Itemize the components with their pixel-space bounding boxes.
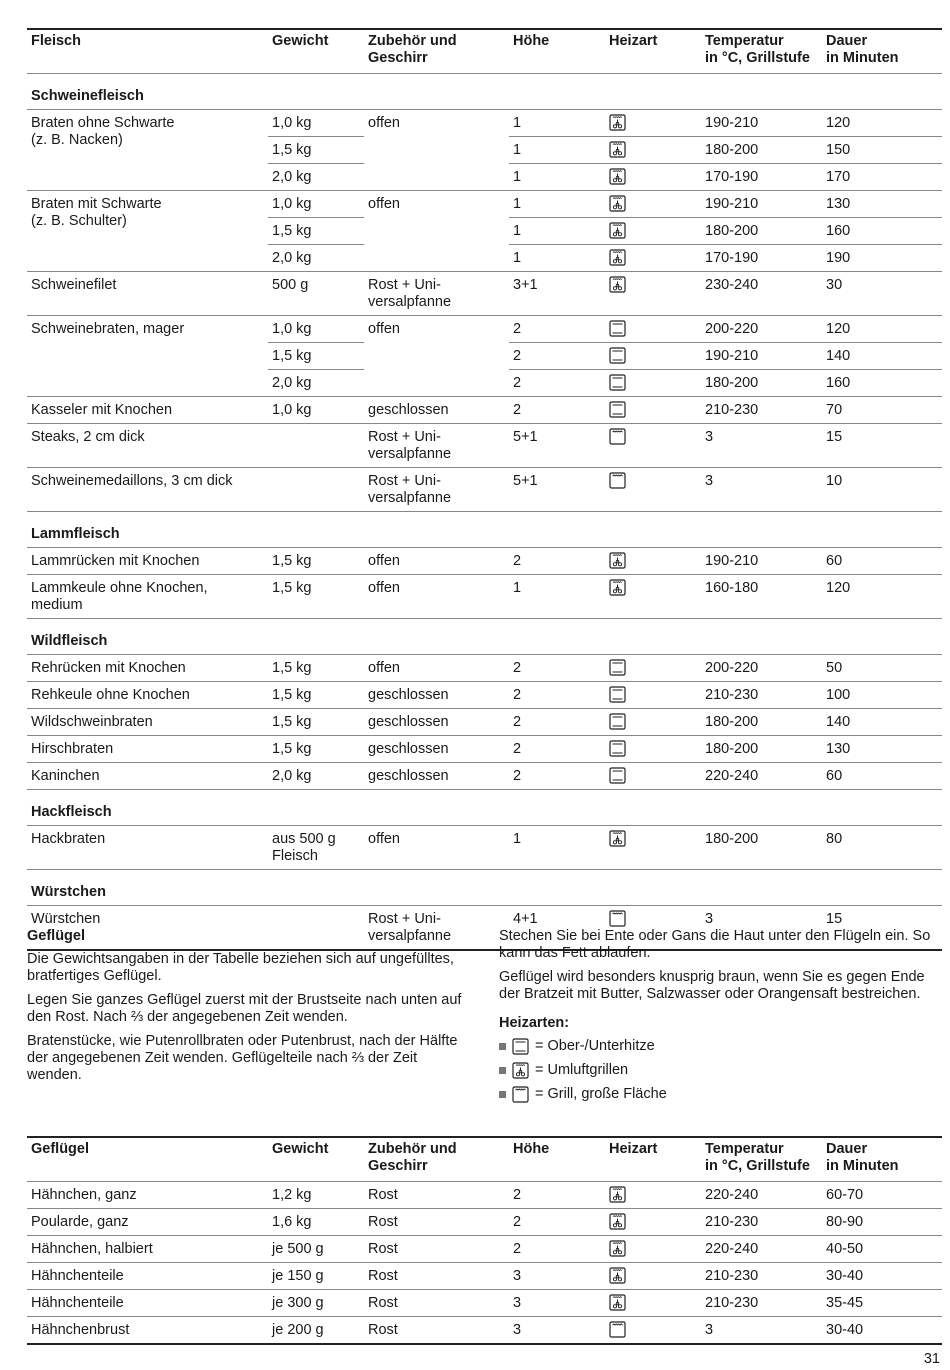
ober-unterhitze-icon	[609, 659, 626, 675]
duration: 170	[822, 164, 942, 191]
shelf-level: 4+1	[509, 906, 605, 951]
weight: aus 500 g Fleisch	[268, 826, 364, 870]
accessory: offen	[364, 316, 509, 397]
shelf-level: 2	[509, 316, 605, 343]
heating-mode	[605, 164, 701, 191]
accessory: Rost + Uni- versalpfanne	[364, 468, 509, 512]
section-title: Lammfleisch	[27, 512, 942, 548]
column-header: Temperatur in °C, Grillstufe	[701, 1137, 822, 1182]
heating-mode	[605, 370, 701, 397]
shelf-level: 1	[509, 245, 605, 272]
column-header: Gewicht	[268, 29, 364, 74]
heating-mode	[605, 709, 701, 736]
umluftgrillen-icon	[512, 1062, 535, 1079]
dish-name: Poularde, ganz	[27, 1209, 268, 1236]
temperature: 210-230	[701, 397, 822, 424]
accessory: geschlossen	[364, 763, 509, 790]
shelf-level: 2	[509, 1236, 605, 1263]
grill-grosse-flaeche-icon	[512, 1086, 535, 1103]
temperature: 180-200	[701, 218, 822, 245]
duration: 190	[822, 245, 942, 272]
temperature: 220-240	[701, 1182, 822, 1209]
temperature: 220-240	[701, 1236, 822, 1263]
legend-label: = Ober-/Unterhitze	[535, 1038, 655, 1054]
umluftgrillen-icon	[609, 579, 626, 595]
shelf-level: 2	[509, 370, 605, 397]
heating-mode	[605, 245, 701, 272]
dish-name: Schweinefilet	[27, 272, 268, 316]
accessory: Rost	[364, 1290, 509, 1317]
umluftgrillen-icon	[609, 276, 626, 292]
ober-unterhitze-icon	[609, 320, 626, 336]
duration: 120	[822, 575, 942, 619]
temperature: 200-220	[701, 316, 822, 343]
shelf-level: 2	[509, 397, 605, 424]
accessory: offen	[364, 575, 509, 619]
table-row	[27, 575, 942, 619]
temperature: 180-200	[701, 736, 822, 763]
dish-name: Hähnchenteile	[27, 1290, 268, 1317]
temperature: 3	[701, 1317, 822, 1345]
duration: 35-45	[822, 1290, 942, 1317]
shelf-level: 1	[509, 191, 605, 218]
heating-mode	[605, 655, 701, 682]
shelf-level: 1	[509, 575, 605, 619]
umluftgrillen-icon	[609, 552, 626, 568]
accessory: geschlossen	[364, 709, 509, 736]
heating-legend	[499, 1038, 944, 1103]
shelf-level: 2	[509, 1209, 605, 1236]
temperature: 170-190	[701, 164, 822, 191]
heating-mode	[605, 1317, 701, 1345]
weight: 500 g	[268, 272, 364, 316]
duration: 40-50	[822, 1236, 942, 1263]
dish-name: Hähnchenteile	[27, 1263, 268, 1290]
table-row	[27, 1236, 942, 1263]
ober-unterhitze-icon	[609, 374, 626, 390]
heating-mode	[605, 316, 701, 343]
bullet-icon	[499, 1091, 506, 1098]
accessory: offen	[364, 548, 509, 575]
accessory: geschlossen	[364, 397, 509, 424]
dish-name: Rehrücken mit Knochen	[27, 655, 268, 682]
dish-name: Hähnchenbrust	[27, 1317, 268, 1345]
table-row	[27, 468, 942, 512]
accessory: Rost	[364, 1236, 509, 1263]
accessory: Rost + Uni- versalpfanne	[364, 424, 509, 468]
column-header: Dauer in Minuten	[822, 1137, 942, 1182]
column-header: Heizart	[605, 29, 701, 74]
temperature: 160-180	[701, 575, 822, 619]
duration: 60	[822, 548, 942, 575]
weight: 1,5 kg	[268, 137, 364, 164]
note: Die Gewichtsangaben in der Tabelle beziehen sich auf ungefülltes, bratfertiges Geflügel.	[27, 951, 454, 984]
dish-name: Kasseler mit Knochen	[27, 397, 268, 424]
table-row	[27, 826, 942, 870]
ober-unterhitze-icon	[609, 740, 626, 756]
accessory: Rost	[364, 1209, 509, 1236]
temperature: 210-230	[701, 682, 822, 709]
shelf-level: 5+1	[509, 424, 605, 468]
table-row	[27, 736, 942, 763]
heating-mode	[605, 575, 701, 619]
ober-unterhitze-icon	[609, 713, 626, 729]
weight: 2,0 kg	[268, 245, 364, 272]
table-row	[27, 1290, 942, 1317]
weight: 1,5 kg	[268, 709, 364, 736]
heating-mode	[605, 736, 701, 763]
umluftgrillen-icon	[609, 222, 626, 238]
accessory: offen	[364, 110, 509, 191]
weight: 2,0 kg	[268, 370, 364, 397]
weight: 1,5 kg	[268, 682, 364, 709]
poultry-heading: Geflügel	[27, 928, 86, 944]
temperature: 210-230	[701, 1209, 822, 1236]
accessory: Rost + Uni- versalpfanne	[364, 272, 509, 316]
duration: 50	[822, 655, 942, 682]
accessory: geschlossen	[364, 736, 509, 763]
shelf-level: 2	[509, 548, 605, 575]
temperature: 190-210	[701, 343, 822, 370]
duration: 15	[822, 424, 942, 468]
heating-mode	[605, 137, 701, 164]
weight: 1,5 kg	[268, 218, 364, 245]
accessory: Rost	[364, 1317, 509, 1345]
column-header: Höhe	[509, 1137, 605, 1182]
poultry-roasting-table	[27, 1136, 942, 1345]
shelf-level: 3	[509, 1263, 605, 1290]
note: Bratenstücke, wie Putenrollbraten oder Putenbrust, nach der Hälfte der angegebenen Zeit wenden. Geflügelteile nach ⅔ der Zeit wenden.	[27, 1033, 458, 1083]
column-header: Geflügel	[27, 1137, 268, 1182]
shelf-level: 1	[509, 137, 605, 164]
temperature: 180-200	[701, 709, 822, 736]
umluftgrillen-icon	[609, 1213, 626, 1229]
umluftgrillen-icon	[609, 141, 626, 157]
section-row	[27, 790, 942, 826]
weight: 1,0 kg	[268, 110, 364, 137]
legend-label: = Grill, große Fläche	[535, 1086, 667, 1102]
table-row	[27, 548, 942, 575]
note: Geflügel wird besonders knusprig braun, wenn Sie es gegen Ende der Bratzeit mit Butter, Salzwasser oder Orangensaft bestreichen.	[499, 969, 925, 1002]
heating-mode	[605, 191, 701, 218]
table-row	[27, 424, 942, 468]
column-header: Heizart	[605, 1137, 701, 1182]
dish-name: Schweinemedaillons, 3 cm dick	[27, 468, 268, 512]
section-title: Wildfleisch	[27, 619, 942, 655]
bullet-icon	[499, 1043, 506, 1050]
legend-label: = Umluftgrillen	[535, 1062, 629, 1078]
shelf-level: 1	[509, 164, 605, 191]
duration: 15	[822, 906, 942, 951]
umluftgrillen-icon	[609, 1267, 626, 1283]
table-row	[27, 1317, 942, 1345]
duration: 60-70	[822, 1182, 942, 1209]
duration: 160	[822, 218, 942, 245]
dish-name: Steaks, 2 cm dick	[27, 424, 268, 468]
duration: 80-90	[822, 1209, 942, 1236]
table-row	[27, 397, 942, 424]
accessory: offen	[364, 191, 509, 272]
temperature: 230-240	[701, 272, 822, 316]
heating-mode	[605, 548, 701, 575]
page-number: 31	[923, 1351, 940, 1367]
table-row	[27, 682, 942, 709]
weight	[268, 468, 364, 512]
table-row	[27, 1263, 942, 1290]
heizarten-heading: Heizarten:	[499, 1015, 570, 1031]
grill-grosse-flaeche-icon	[609, 428, 626, 444]
table-row	[27, 1182, 942, 1209]
weight: 2,0 kg	[268, 164, 364, 191]
weight: 1,6 kg	[268, 1209, 364, 1236]
temperature: 180-200	[701, 137, 822, 164]
heating-mode	[605, 424, 701, 468]
temperature: 3	[701, 468, 822, 512]
bullet-icon	[499, 1067, 506, 1074]
accessory: offen	[364, 826, 509, 870]
dish-name: Kaninchen	[27, 763, 268, 790]
table-row	[27, 316, 942, 343]
shelf-level: 2	[509, 343, 605, 370]
heating-mode	[605, 468, 701, 512]
heating-mode	[605, 343, 701, 370]
column-header: Dauer in Minuten	[822, 29, 942, 74]
heating-mode	[605, 826, 701, 870]
temperature: 200-220	[701, 655, 822, 682]
duration: 30	[822, 272, 942, 316]
weight: 1,5 kg	[268, 736, 364, 763]
duration: 120	[822, 110, 942, 137]
dish-name: Schweinebraten, mager	[27, 316, 268, 397]
shelf-level: 1	[509, 110, 605, 137]
dish-name: Hähnchen, halbiert	[27, 1236, 268, 1263]
shelf-level: 2	[509, 763, 605, 790]
duration: 130	[822, 736, 942, 763]
ober-unterhitze-icon	[609, 767, 626, 783]
table-row	[27, 191, 942, 218]
grill-grosse-flaeche-icon	[609, 1321, 626, 1337]
dish-name: Hackbraten	[27, 826, 268, 870]
weight: 1,5 kg	[268, 575, 364, 619]
weight: je 150 g	[268, 1263, 364, 1290]
duration: 120	[822, 316, 942, 343]
table-row	[27, 763, 942, 790]
temperature: 220-240	[701, 763, 822, 790]
weight: 1,5 kg	[268, 343, 364, 370]
umluftgrillen-icon	[609, 168, 626, 184]
dish-name: Braten ohne Schwarte (z. B. Nacken)	[27, 110, 268, 191]
note: Legen Sie ganzes Geflügel zuerst mit der Brustseite nach unten auf den Rost. Nach ⅔ der angegebenen Zeit wenden.	[27, 992, 462, 1025]
section-title: Schweinefleisch	[27, 74, 942, 110]
heating-mode	[605, 110, 701, 137]
dish-name: Hähnchen, ganz	[27, 1182, 268, 1209]
heating-mode	[605, 763, 701, 790]
duration: 140	[822, 343, 942, 370]
section-row	[27, 619, 942, 655]
shelf-level: 2	[509, 709, 605, 736]
weight: 1,5 kg	[268, 548, 364, 575]
umluftgrillen-icon	[609, 195, 626, 211]
legend-item	[499, 1038, 944, 1055]
section-title: Würstchen	[27, 870, 942, 906]
duration: 160	[822, 370, 942, 397]
temperature: 180-200	[701, 370, 822, 397]
weight: 2,0 kg	[268, 763, 364, 790]
heating-mode	[605, 1209, 701, 1236]
dish-name: Lammrücken mit Knochen	[27, 548, 268, 575]
heating-mode	[605, 682, 701, 709]
temperature: 190-210	[701, 110, 822, 137]
weight: je 200 g	[268, 1317, 364, 1345]
ober-unterhitze-icon	[609, 401, 626, 417]
weight	[268, 424, 364, 468]
accessory: Rost	[364, 1182, 509, 1209]
grill-grosse-flaeche-icon	[609, 472, 626, 488]
weight: 1,2 kg	[268, 1182, 364, 1209]
heating-mode	[605, 1290, 701, 1317]
duration: 10	[822, 468, 942, 512]
section-row	[27, 512, 942, 548]
shelf-level: 2	[509, 736, 605, 763]
shelf-level: 1	[509, 826, 605, 870]
duration: 30-40	[822, 1317, 942, 1345]
heating-mode	[605, 397, 701, 424]
column-header: Zubehör und Geschirr	[364, 1137, 509, 1182]
section-title: Hackfleisch	[27, 790, 942, 826]
weight: 1,0 kg	[268, 191, 364, 218]
column-header: Temperatur in °C, Grillstufe	[701, 29, 822, 74]
heating-mode	[605, 218, 701, 245]
umluftgrillen-icon	[609, 114, 626, 130]
ober-unterhitze-icon	[609, 686, 626, 702]
table-row	[27, 1209, 942, 1236]
poultry-notes-left	[27, 928, 472, 1091]
shelf-level: 2	[509, 682, 605, 709]
shelf-level: 1	[509, 218, 605, 245]
temperature: 180-200	[701, 826, 822, 870]
temperature: 170-190	[701, 245, 822, 272]
section-row	[27, 870, 942, 906]
ober-unterhitze-icon	[512, 1038, 535, 1055]
umluftgrillen-icon	[609, 1186, 626, 1202]
weight: je 300 g	[268, 1290, 364, 1317]
grill-grosse-flaeche-icon	[609, 910, 626, 926]
duration: 130	[822, 191, 942, 218]
duration: 100	[822, 682, 942, 709]
shelf-level: 2	[509, 1182, 605, 1209]
shelf-level: 3	[509, 1317, 605, 1345]
dish-name: Braten mit Schwarte (z. B. Schulter)	[27, 191, 268, 272]
heating-mode	[605, 272, 701, 316]
duration: 80	[822, 826, 942, 870]
legend-item	[499, 1086, 944, 1103]
weight: 1,0 kg	[268, 316, 364, 343]
poultry-notes-right	[499, 928, 944, 1110]
table-row	[27, 272, 942, 316]
legend-item	[499, 1062, 944, 1079]
table-row	[27, 709, 942, 736]
duration: 30-40	[822, 1263, 942, 1290]
temperature: 190-210	[701, 548, 822, 575]
shelf-level: 5+1	[509, 468, 605, 512]
note: Stechen Sie bei Ente oder Gans die Haut unter den Flügeln ein. So kann das Fett ablaufen.	[499, 928, 931, 961]
dish-name: Würstchen	[27, 906, 268, 951]
umluftgrillen-icon	[609, 1294, 626, 1310]
weight: 1,0 kg	[268, 397, 364, 424]
column-header: Höhe	[509, 29, 605, 74]
dish-name: Hirschbraten	[27, 736, 268, 763]
table-row	[27, 655, 942, 682]
heating-mode	[605, 1236, 701, 1263]
weight: 1,5 kg	[268, 655, 364, 682]
column-header: Zubehör und Geschirr	[364, 29, 509, 74]
accessory: Rost + Uni- versalpfanne	[364, 906, 509, 951]
shelf-level: 2	[509, 655, 605, 682]
duration: 70	[822, 397, 942, 424]
column-header: Gewicht	[268, 1137, 364, 1182]
ober-unterhitze-icon	[609, 347, 626, 363]
temperature: 210-230	[701, 1290, 822, 1317]
duration: 140	[822, 709, 942, 736]
duration: 60	[822, 763, 942, 790]
accessory: geschlossen	[364, 682, 509, 709]
section-row	[27, 74, 942, 110]
table-row	[27, 110, 942, 137]
shelf-level: 3+1	[509, 272, 605, 316]
heating-mode	[605, 1263, 701, 1290]
umluftgrillen-icon	[609, 249, 626, 265]
temperature: 210-230	[701, 1263, 822, 1290]
dish-name: Wildschweinbraten	[27, 709, 268, 736]
accessory: Rost	[364, 1263, 509, 1290]
heating-mode	[605, 1182, 701, 1209]
weight: je 500 g	[268, 1236, 364, 1263]
temperature: 3	[701, 424, 822, 468]
umluftgrillen-icon	[609, 830, 626, 846]
accessory: offen	[364, 655, 509, 682]
shelf-level: 3	[509, 1290, 605, 1317]
dish-name: Lammkeule ohne Knochen, medium	[27, 575, 268, 619]
temperature: 190-210	[701, 191, 822, 218]
temperature: 3	[701, 906, 822, 951]
column-header: Fleisch	[27, 29, 268, 74]
umluftgrillen-icon	[609, 1240, 626, 1256]
dish-name: Rehkeule ohne Knochen	[27, 682, 268, 709]
duration: 150	[822, 137, 942, 164]
meat-roasting-table	[27, 28, 942, 951]
